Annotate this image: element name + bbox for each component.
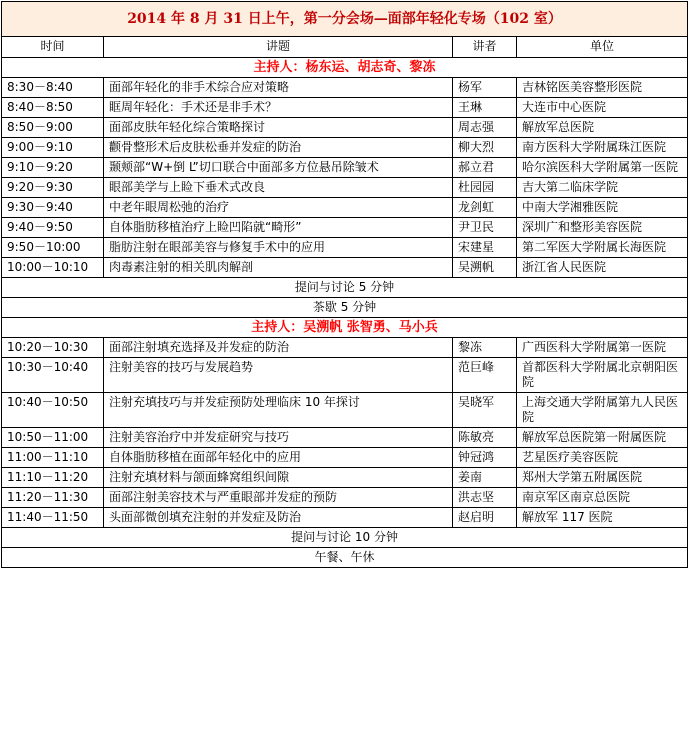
tea-break: 茶歇 5 分钟 [2, 298, 688, 318]
unit-cell: 中南大学湘雅医院 [517, 198, 688, 218]
table-row [2, 138, 688, 158]
time-cell: 9:00－9:10 [2, 138, 104, 158]
lunch-break: 午餐、午休 [2, 548, 688, 568]
time-cell: 10:20－10:30 [2, 338, 104, 358]
host-1: 主持人：杨东运、胡志奇、黎冻 [2, 58, 688, 78]
topic-cell: 眼部美学与上睑下垂术式改良 [104, 178, 453, 198]
time-cell: 9:10－9:20 [2, 158, 104, 178]
topic-cell: 自体脂肪移植在面部年轻化中的应用 [104, 448, 453, 468]
header-row [2, 37, 688, 58]
topic-cell: 头面部微创填充注射的并发症及防治 [104, 508, 453, 528]
table-row [2, 198, 688, 218]
unit-cell: 解放军 117 医院 [517, 508, 688, 528]
unit-cell: 大连市中心医院 [517, 98, 688, 118]
speaker-cell: 尹卫民 [453, 218, 517, 238]
unit-cell: 广西医科大学附属第一医院 [517, 338, 688, 358]
topic-cell: 颧骨整形术后皮肤松垂并发症的防治 [104, 138, 453, 158]
unit-cell: 深圳广和整形美容医院 [517, 218, 688, 238]
time-cell: 11:20－11:30 [2, 488, 104, 508]
topic-cell: 注射美容的技巧与发展趋势 [104, 358, 453, 393]
time-cell: 10:50－11:00 [2, 428, 104, 448]
topic-cell: 眶周年轻化：手术还是非手术？ [104, 98, 453, 118]
speaker-cell: 周志强 [453, 118, 517, 138]
speaker-cell: 王琳 [453, 98, 517, 118]
topic-cell: 中老年眼周松弛的治疗 [104, 198, 453, 218]
topic-cell: 颞颊部“W+倒 L”切口联合中面部多方位悬吊除皱术 [104, 158, 453, 178]
speaker-cell: 吴溯帆 [453, 258, 517, 278]
unit-cell: 第二军医大学附属长海医院 [517, 238, 688, 258]
speaker-cell: 陈敏亮 [453, 428, 517, 448]
host-row-1 [2, 58, 688, 78]
unit-cell: 艺星医疗美容医院 [517, 448, 688, 468]
discussion-1: 提问与讨论 5 分钟 [2, 278, 688, 298]
time-cell: 9:40－9:50 [2, 218, 104, 238]
time-cell: 8:50－9:00 [2, 118, 104, 138]
time-cell: 10:30－10:40 [2, 358, 104, 393]
speaker-cell: 杨军 [453, 78, 517, 98]
table-row [2, 338, 688, 358]
unit-cell: 解放军总医院 [517, 118, 688, 138]
time-cell: 11:00－11:10 [2, 448, 104, 468]
table-row [2, 98, 688, 118]
session-title: 2014 年 8 月 31 日上午，第一分会场—面部年轻化专场（102 室） [2, 2, 688, 37]
topic-cell: 面部皮肤年轻化综合策略探讨 [104, 118, 453, 138]
header-speaker: 讲者 [453, 37, 517, 58]
table-row [2, 238, 688, 258]
topic-cell: 面部注射美容技术与严重眼部并发症的预防 [104, 488, 453, 508]
unit-cell: 南方医科大学附属珠江医院 [517, 138, 688, 158]
topic-cell: 注射充填技巧与并发症预防处理临床 10 年探讨 [104, 393, 453, 428]
unit-cell: 吉林铭医美容整形医院 [517, 78, 688, 98]
unit-cell: 解放军总医院第一附属医院 [517, 428, 688, 448]
speaker-cell: 龙剑虹 [453, 198, 517, 218]
time-cell: 9:20－9:30 [2, 178, 104, 198]
speaker-cell: 范巨峰 [453, 358, 517, 393]
table-row [2, 118, 688, 138]
discussion-row-1 [2, 278, 688, 298]
table-row [2, 468, 688, 488]
unit-cell: 哈尔滨医科大学附属第一医院 [517, 158, 688, 178]
topic-cell: 脂肪注射在眼部美容与修复手术中的应用 [104, 238, 453, 258]
speaker-cell: 黎冻 [453, 338, 517, 358]
time-cell: 9:50－10:00 [2, 238, 104, 258]
topic-cell: 注射美容治疗中并发症研究与技巧 [104, 428, 453, 448]
unit-cell: 吉大第二临床学院 [517, 178, 688, 198]
time-cell: 11:10－11:20 [2, 468, 104, 488]
header-unit: 单位 [517, 37, 688, 58]
time-cell: 11:40－11:50 [2, 508, 104, 528]
speaker-cell: 杜园园 [453, 178, 517, 198]
table-row [2, 488, 688, 508]
tea-break-row [2, 298, 688, 318]
speaker-cell: 赵启明 [453, 508, 517, 528]
header-topic: 讲题 [104, 37, 453, 58]
unit-cell: 浙江省人民医院 [517, 258, 688, 278]
time-cell: 8:40－8:50 [2, 98, 104, 118]
speaker-cell: 姜南 [453, 468, 517, 488]
table-row [2, 393, 688, 428]
time-cell: 9:30－9:40 [2, 198, 104, 218]
discussion-row-2 [2, 528, 688, 548]
header-time: 时间 [2, 37, 104, 58]
time-cell: 10:40－10:50 [2, 393, 104, 428]
unit-cell: 上海交通大学附属第九人民医院 [517, 393, 688, 428]
unit-cell: 南京军区南京总医院 [517, 488, 688, 508]
time-cell: 10:00－10:10 [2, 258, 104, 278]
table-row [2, 508, 688, 528]
speaker-cell: 钟冠鸿 [453, 448, 517, 468]
lunch-row [2, 548, 688, 568]
host-2: 主持人：吴溯帆 张智勇、马小兵 [2, 318, 688, 338]
unit-cell: 郑州大学第五附属医院 [517, 468, 688, 488]
topic-cell: 面部年轻化的非手术综合应对策略 [104, 78, 453, 98]
table-row [2, 428, 688, 448]
topic-cell: 肉毒素注射的相关肌肉解剖 [104, 258, 453, 278]
schedule-body [2, 2, 688, 568]
table-row [2, 218, 688, 238]
discussion-2: 提问与讨论 10 分钟 [2, 528, 688, 548]
unit-cell: 首都医科大学附属北京朝阳医院 [517, 358, 688, 393]
topic-cell: 面部注射填充选择及并发症的防治 [104, 338, 453, 358]
speaker-cell: 宋建星 [453, 238, 517, 258]
table-row [2, 158, 688, 178]
table-row [2, 448, 688, 468]
speaker-cell: 柳大烈 [453, 138, 517, 158]
table-row [2, 258, 688, 278]
table-row [2, 178, 688, 198]
topic-cell: 注射充填材料与颌面蜂窝组织间隙 [104, 468, 453, 488]
speaker-cell: 吴晓军 [453, 393, 517, 428]
speaker-cell: 洪志坚 [453, 488, 517, 508]
table-row [2, 78, 688, 98]
schedule-table [1, 1, 688, 568]
host-row-2 [2, 318, 688, 338]
speaker-cell: 郝立君 [453, 158, 517, 178]
table-row [2, 358, 688, 393]
topic-cell: 自体脂肪移植治疗上睑凹陷就“畸形” [104, 218, 453, 238]
time-cell: 8:30－8:40 [2, 78, 104, 98]
